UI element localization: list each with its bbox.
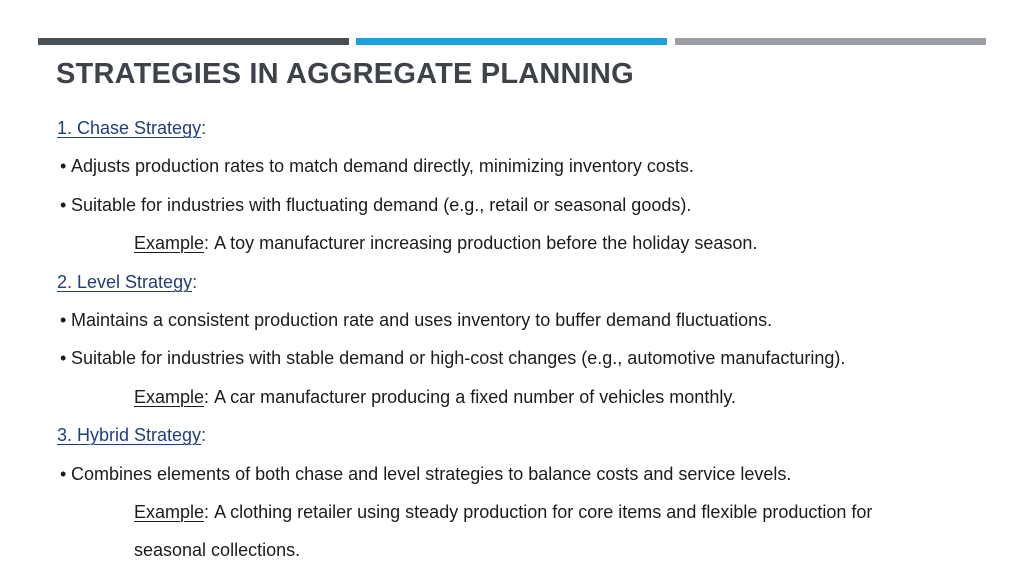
example-label: Example [134,233,205,253]
example-colon: : [204,502,210,522]
bullet-item [60,462,791,486]
bullet-text: Maintains a consistent production rate and uses inventory to buffer demand fluctuations. [71,310,773,330]
section-heading-text: 2. Level Strategy [57,272,193,292]
example-line [134,385,736,409]
bullet-item [60,308,772,332]
section-heading-chase [57,116,206,140]
bullet-text: Combines elements of both chase and level strategies to balance costs and service levels. [71,464,792,484]
heading-colon: : [201,118,207,138]
bullet-item [60,193,691,217]
bullet-icon: • [60,310,67,330]
bullet-icon: • [60,195,67,215]
section-heading-hybrid [57,423,206,447]
bullet-icon: • [60,464,67,484]
section-heading-text: 1. Chase Strategy [57,118,202,138]
bullet-item [60,154,694,178]
section-heading-text: 3. Hybrid Strategy [57,425,202,445]
example-text: A car manufacturer producing a fixed number of vehicles monthly. [214,387,736,407]
bullet-text: Suitable for industries with fluctuating demand (e.g., retail or seasonal goods). [71,195,692,215]
bullet-item [60,346,845,370]
example-text: A toy manufacturer increasing production before the holiday season. [214,233,758,253]
example-line [134,500,872,524]
bullet-icon: • [60,348,67,368]
slide-title: STRATEGIES IN AGGREGATE PLANNING [56,58,634,90]
heading-colon: : [192,272,198,292]
example-continuation: seasonal collections. [134,540,301,560]
section-heading-level [57,270,197,294]
bullet-text: Suitable for industries with stable demand or high-cost changes (e.g., automotive manufacturing). [71,348,846,368]
example-line [134,231,757,255]
bullet-icon: • [60,156,67,176]
example-text: A clothing retailer using steady production for core items and flexible production for [214,502,873,522]
example-colon: : [204,387,210,407]
example-colon: : [204,233,210,253]
heading-colon: : [201,425,207,445]
example-label: Example [134,502,205,522]
example-label: Example [134,387,205,407]
bullet-text: Adjusts production rates to match demand directly, minimizing inventory costs. [71,156,694,176]
